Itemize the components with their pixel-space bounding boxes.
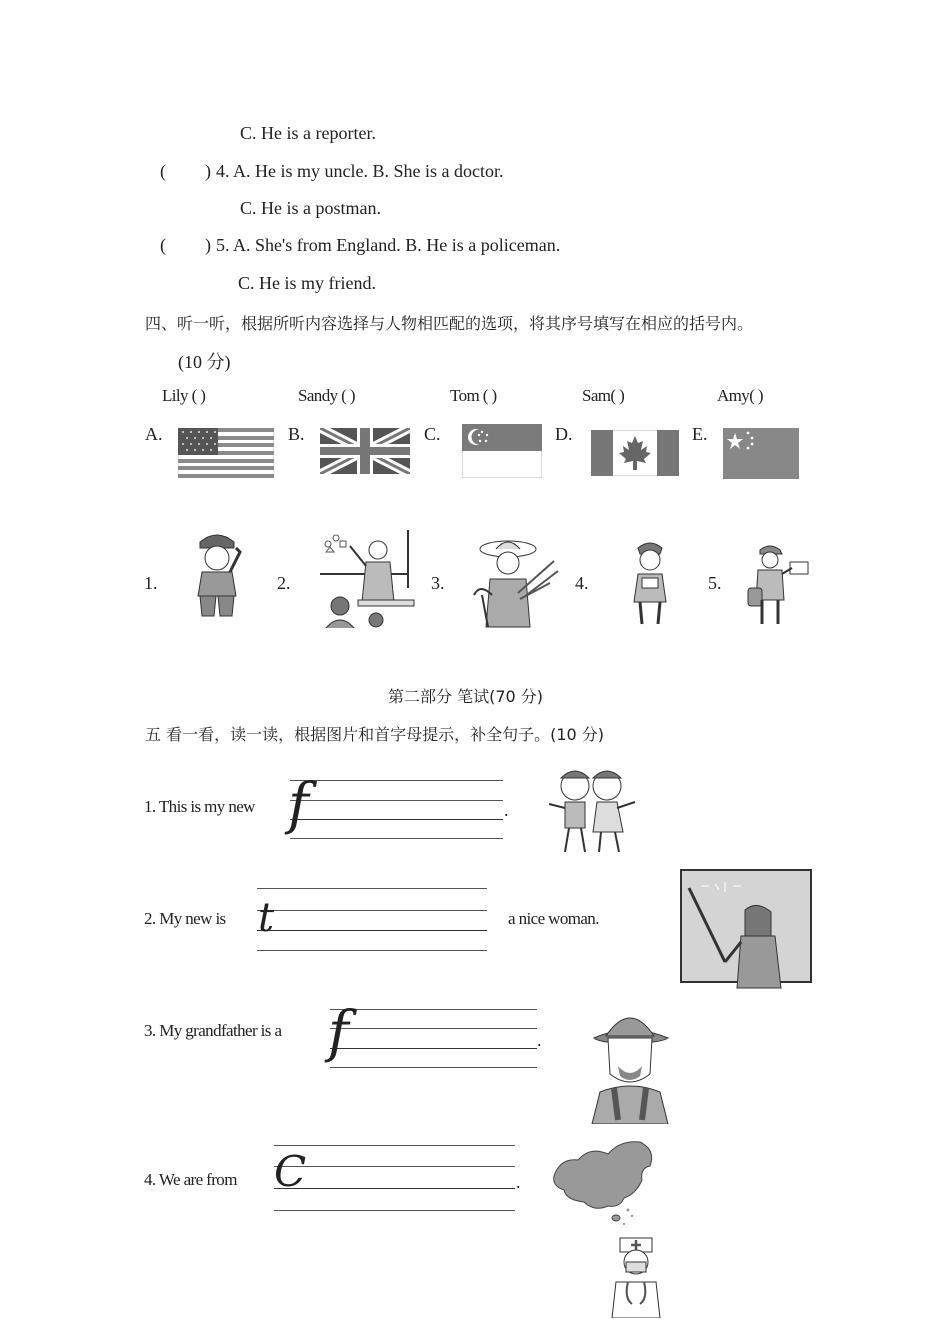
picture-number-2: 2. (277, 573, 291, 593)
item3-suffix: . (537, 1030, 542, 1050)
name-amy: Amy( ) (717, 386, 763, 405)
item2-baseline[interactable] (257, 930, 487, 931)
q3-option-c: C. He is a reporter. (240, 123, 376, 143)
item3-hint-letter: f (328, 1000, 349, 1065)
item2-guide-mid (257, 910, 487, 911)
item2-guide-bottom (257, 950, 487, 951)
name-lily: Lily ( ) (162, 386, 206, 405)
q4-options-ab: 4. A. He is my uncle. B. She is a doctor. (216, 161, 504, 181)
item1-guide-bottom (290, 838, 503, 839)
picture-number-1: 1. (144, 573, 158, 593)
picture-number-5: 5. (708, 573, 722, 593)
farmer-portrait-icon (588, 1004, 674, 1124)
singapore-flag-icon (462, 424, 542, 478)
item4-hint-letter: C (274, 1147, 307, 1196)
item2-prefix: 2. My new is (144, 909, 226, 928)
police-officer-icon (190, 528, 244, 622)
item4-guide-top (274, 1145, 515, 1146)
friends-icon (545, 764, 639, 858)
item1-guide-mid (290, 800, 503, 801)
item4-prefix: 4. We are from (144, 1170, 237, 1189)
q5-option-c: C. He is my friend. (238, 273, 376, 293)
teacher-at-board-icon (679, 866, 813, 990)
part-two-title: 第二部分 笔试(70 分) (388, 687, 544, 706)
picture-number-3: 3. (431, 573, 445, 593)
name-sandy: Sandy ( ) (298, 386, 355, 405)
teacher-icon (318, 528, 416, 628)
item1-hint-letter: f (288, 772, 309, 837)
doctor-icon (606, 1232, 666, 1318)
item2-guide-top (257, 888, 487, 889)
usa-flag-icon (178, 428, 274, 478)
item4-suffix: . (516, 1172, 521, 1192)
china-flag-icon (723, 428, 799, 479)
item3-prefix: 3. My grandfather is a (144, 1021, 282, 1040)
item1-guide-top (290, 780, 503, 781)
q4-option-c: C. He is a postman. (240, 198, 381, 218)
farmer-icon (468, 535, 560, 629)
item4-guide-bottom (274, 1210, 515, 1211)
uk-flag-icon (320, 428, 410, 474)
part4-heading: 四、听一听，根据所听内容选择与人物相匹配的选项，将其序号填写在相应的括号内。 (145, 314, 754, 333)
postman-icon (746, 542, 812, 628)
q5-answer-close: ) (205, 235, 211, 255)
flag-label-d: D. (555, 424, 573, 444)
name-sam: Sam( ) (582, 386, 625, 405)
item2-suffix: a nice woman. (508, 909, 599, 928)
flag-label-c: C. (424, 424, 441, 444)
item2-hint-letter: t (258, 895, 275, 941)
item3-guide-top (330, 1009, 537, 1010)
nurse-icon (628, 538, 672, 630)
china-map-icon (550, 1136, 660, 1228)
part5-heading: 五 看一看，读一读，根据图片和首字母提示，补全句子。(10 分) (145, 725, 605, 744)
name-tom: Tom ( ) (450, 386, 497, 405)
q5-options-ab: 5. A. She's from England. B. He is a policeman. (216, 235, 561, 255)
canada-flag-icon (591, 430, 679, 476)
item4-baseline[interactable] (274, 1188, 515, 1189)
flag-label-b: B. (288, 424, 305, 444)
item3-baseline[interactable] (330, 1048, 537, 1049)
item1-baseline[interactable] (290, 819, 503, 820)
part4-score: (10 分) (178, 352, 231, 372)
flag-label-e: E. (692, 424, 708, 444)
q4-answer-close: ) (205, 161, 211, 181)
item4-guide-mid (274, 1166, 515, 1167)
flag-label-a: A. (145, 424, 163, 444)
item3-guide-bottom (330, 1067, 537, 1068)
item1-prefix: 1. This is my new (144, 797, 255, 816)
picture-number-4: 4. (575, 573, 589, 593)
q5-answer-open: ( (160, 235, 166, 255)
item1-suffix: . (504, 800, 509, 820)
item3-guide-mid (330, 1028, 537, 1029)
q4-answer-open: ( (160, 161, 166, 181)
